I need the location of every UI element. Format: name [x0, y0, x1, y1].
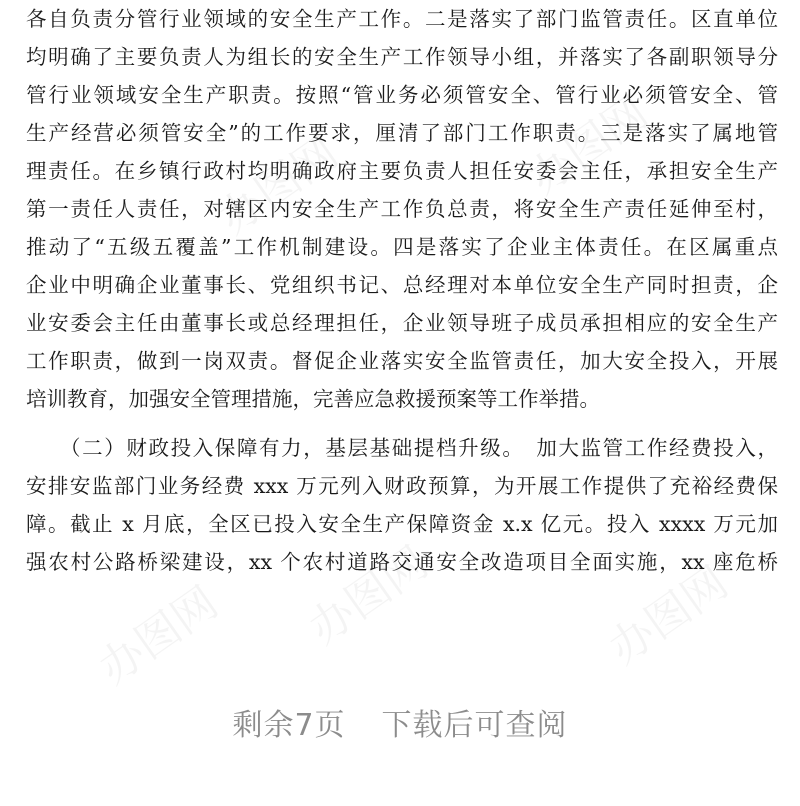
paragraph-container: [26, 0, 778, 581]
text-line: 工作职责，做到一岗双责。督促企业落实安全监管责任，加大安全投入，开展: [26, 349, 778, 373]
download-prompt[interactable]: [0, 700, 800, 744]
text-line: 推动了“五级五覆盖”工作机制建设。四是落实了企业主体责任。在区属重点: [26, 235, 778, 259]
text-line: 强农村公路桥梁建设，xx 个农村道路交通安全改造项目全面实施，xx 座危桥: [26, 550, 778, 574]
text-line: 生产经营必须管安全”的工作要求，厘清了部门工作职责。三是落实了属地管: [26, 121, 778, 145]
text-line: 障。截止 x 月底，全区已投入安全生产保障资金 x.x 亿元。投入 xxxx 万元加: [26, 512, 778, 536]
text-line: 企业中明确企业董事长、党组织书记、总经理对本单位安全生产同时担责，企: [26, 273, 778, 297]
watermark: [84, 568, 229, 696]
text-line: 业安委会主任由董事长或总经理担任，企业领导班子成员承担相应的安全生产: [26, 311, 778, 335]
text-line: 各自负责分管行业领域的安全生产工作。二是落实了部门监管责任。区直单位: [26, 7, 778, 31]
text-line: 理责任。在乡镇行政村均明确政府主要负责人担任安委会主任，承担安全生产: [26, 159, 778, 183]
text-line: 安排安监部门业务经费 xxx 万元列入财政预算，为开展工作提供了充裕经费保: [26, 474, 778, 498]
text-line: 第一责任人责任，对辖区内安全生产工作负总责，将安全生产责任延伸至村，: [26, 197, 778, 221]
download-to-view-text: 下载后可查阅: [381, 708, 568, 743]
remaining-pages-text: 剩余7页: [232, 708, 346, 743]
text-line: 均明确了主要负责人为组长的安全生产工作领导小组，并落实了各副职领导分: [26, 45, 778, 69]
text-line: 管行业领域安全生产职责。按照“管业务必须管安全、管行业必须管安全、管: [26, 83, 778, 107]
document-body: [26, 0, 778, 581]
text-line: 培训教育，加强安全管理措施，完善应急救援预案等工作举措。: [26, 387, 600, 411]
paragraph: [26, 0, 778, 418]
paragraph: [26, 429, 778, 581]
text-line: （二）财政投入保障有力，基层基础提档升级。 加大监管工作经费投入，: [26, 436, 778, 460]
